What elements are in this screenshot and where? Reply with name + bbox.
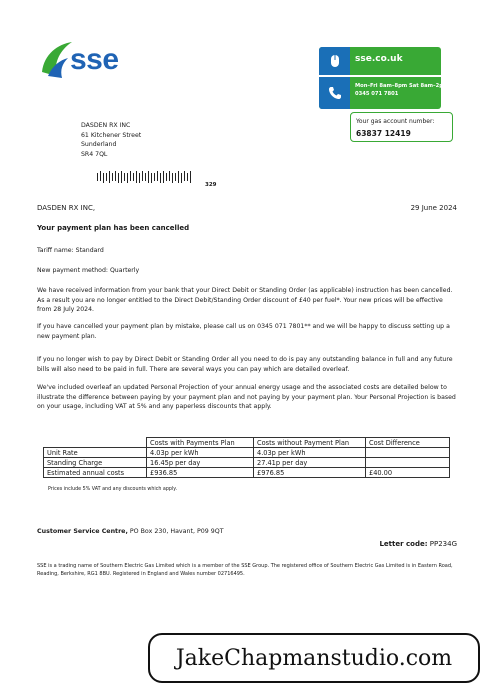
account-number: 63837 12419 — [356, 129, 411, 138]
table-cell: Unit Rate — [44, 448, 147, 458]
table-header: Cost Difference — [366, 438, 450, 448]
table-row — [44, 448, 450, 458]
table-row — [44, 458, 450, 468]
table-cell: 4.03p per kWh — [147, 448, 254, 458]
letter-code-value: PP234G — [429, 540, 457, 548]
account-box — [350, 112, 453, 142]
payment-method: New payment method: Quarterly — [37, 267, 140, 274]
address-line: DASDEN RX INC — [81, 122, 131, 129]
table-header-blank — [44, 438, 147, 448]
paragraph-mistake: If you have cancelled your payment plan by mistake, please call us on 0345 071 7801** and we will be happy to discuss setting up a new payment plan. — [37, 323, 450, 340]
phone-number[interactable]: 0345 071 7801 — [355, 91, 399, 97]
table-row — [44, 468, 450, 478]
table-cell: 16.45p per day — [147, 458, 254, 468]
paragraph-projection: We've included overleaf an updated Personal Projection of your annual energy usage and the associated costs are detailed below to illustrate the difference between paying by your payment plan and not paying by your payment plan. Your Personal Projection is based on your usage, including VAT at 5% and any paperless discounts that apply. — [37, 384, 456, 410]
postal-barcode-icon — [97, 171, 191, 183]
contact-box — [319, 47, 449, 109]
table-header: Costs with Payments Plan — [147, 438, 254, 448]
table-cell — [366, 458, 450, 468]
watermark: JakeChapmanstudio.com — [148, 633, 480, 683]
barcode-number: 329 — [205, 182, 217, 188]
csc-address: PO Box 230, Havant, P09 9QT — [129, 528, 224, 535]
website-link[interactable]: sse.co.uk — [355, 54, 403, 64]
table-cell: £936.85 — [147, 468, 254, 478]
mouse-icon — [319, 47, 350, 75]
opening-hours: Mon–Fri 8am–8pm Sat 8am–2pm — [355, 83, 449, 89]
table-cell: £40.00 — [366, 468, 450, 478]
legal-notice: SSE is a trading name of Southern Electric Gas Limited which is a member of the SSE Group. The registered office of Southern Electric Gas Limited is in Eastern Road, Reading, Berkshire, RG1 8BU. Registered in England and Wales number 02716495. — [37, 563, 453, 577]
website-row[interactable] — [319, 47, 441, 75]
phone-row — [319, 77, 449, 109]
phone-icon — [319, 77, 350, 109]
account-label: Your gas account number: — [356, 118, 435, 125]
logo-text: sse — [70, 43, 119, 76]
address-line: 61 Kitchener Street — [81, 131, 142, 139]
contact-hours — [355, 82, 448, 98]
table-cell: £976.85 — [254, 468, 366, 478]
paragraph-cancellation: We have received information from your bank that your Direct Debit or Standing Order (as applicable) instruction has been cancelled. As a result you are no longer entitled to the Direct Debit/Standing Order discount of £40 per fuel*. Your new prices will be effective from 28 July 2024. — [37, 287, 453, 313]
recipient-address — [81, 121, 141, 159]
customer-service-centre — [37, 528, 224, 535]
table-note: Prices include 5% VAT and any discounts which apply. — [48, 487, 177, 492]
letter-heading: Your payment plan has been cancelled — [37, 224, 190, 232]
cost-comparison-table — [43, 437, 450, 478]
table-cell — [366, 448, 450, 458]
table-cell: 4.03p per kWh — [254, 448, 366, 458]
csc-label: Customer Service Centre, — [37, 528, 128, 535]
paragraph-pay-in-full: If you no longer wish to pay by Direct Debit or Standing Order all you need to do is pay any outstanding balance in full and any future bills will also need to be paid in full. There are several ways you can pay which are detailed overleaf. — [37, 356, 453, 373]
tariff-name: Tariff name: Standard — [37, 247, 104, 254]
table-cell: 27.41p per day — [254, 458, 366, 468]
address-line: SR4 7QL — [81, 150, 108, 158]
table-cell: Standing Charge — [44, 458, 147, 468]
table-header-row — [44, 438, 450, 448]
letter-date: 29 June 2024 — [410, 204, 457, 212]
table-cell: Estimated annual costs — [44, 468, 147, 478]
letter-code-label: Letter code: — [379, 540, 428, 548]
address-line: Sunderland — [81, 141, 117, 149]
letter-code — [379, 540, 457, 548]
salutation: DASDEN RX INC, — [37, 204, 96, 212]
table-header: Costs without Payment Plan — [254, 438, 366, 448]
